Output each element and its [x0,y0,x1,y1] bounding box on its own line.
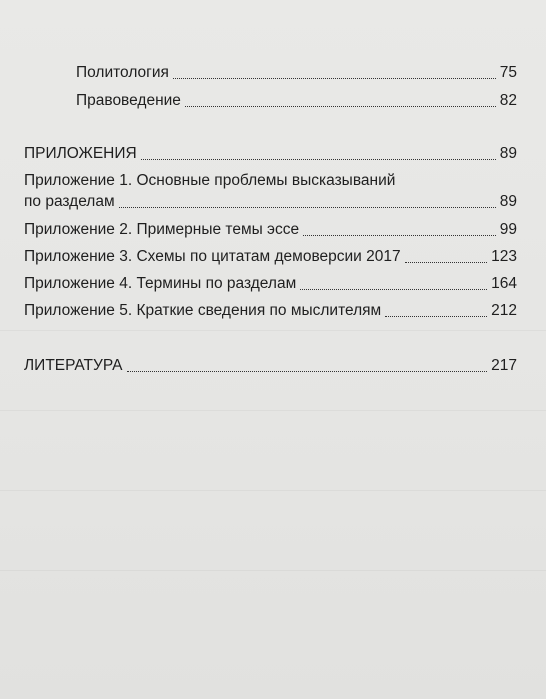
dot-leader [385,316,487,317]
toc-entry-appendix-5[interactable] [24,302,517,320]
show-through-line [0,410,546,411]
dot-leader [300,289,487,290]
toc-entry-appendix-3[interactable] [24,248,517,266]
toc-entry-label: Правоведение [76,92,181,109]
toc-entry-label: Приложение 2. Примерные темы эссе [24,221,300,238]
toc-page-number: 89 [499,145,517,162]
toc-page-number: 82 [499,92,517,109]
dot-leader [141,159,496,160]
toc-entry-appendix-1[interactable] [24,193,517,211]
toc-page-number: 89 [499,193,517,210]
dot-leader [119,207,496,208]
toc-section-heading: ПРИЛОЖЕНИЯ [24,145,137,162]
toc-page-number: 212 [491,302,517,319]
dot-leader [127,371,488,372]
toc-page-number: 75 [499,64,517,81]
toc-entry-appendix-4[interactable] [24,275,517,293]
show-through-line [0,570,546,571]
toc-entry-appendices-heading[interactable] [24,145,517,163]
toc-entry-label: по разделам [24,193,115,210]
toc-entry-label: Политология [76,64,169,81]
toc-entry-law[interactable] [76,92,517,110]
toc-entry-literature[interactable] [24,357,517,375]
toc-page-number: 99 [499,221,517,238]
show-through-line [0,490,546,491]
toc-entry-appendix-1-line1[interactable]: Приложение 1. Основные проблемы высказываний [24,172,396,189]
toc-entry-label: Приложение 3. Схемы по цитатам демоверсии 2017 [24,248,401,265]
toc-entry-label: Приложение 5. Краткие сведения по мыслителям [24,302,382,319]
toc-page-number: 164 [491,275,517,292]
show-through-line [0,330,546,331]
toc-entry-appendix-2[interactable] [24,221,517,239]
toc-page-number: 217 [491,357,517,374]
dot-leader [405,262,488,263]
dot-leader [173,78,496,79]
toc-section-heading: ЛИТЕРАТУРА [24,357,123,374]
dot-leader [185,106,496,107]
toc-entry-politology[interactable] [76,64,517,82]
dot-leader [303,235,496,236]
toc-page-number: 123 [491,248,517,265]
toc-entry-label: Приложение 4. Термины по разделам [24,275,297,292]
